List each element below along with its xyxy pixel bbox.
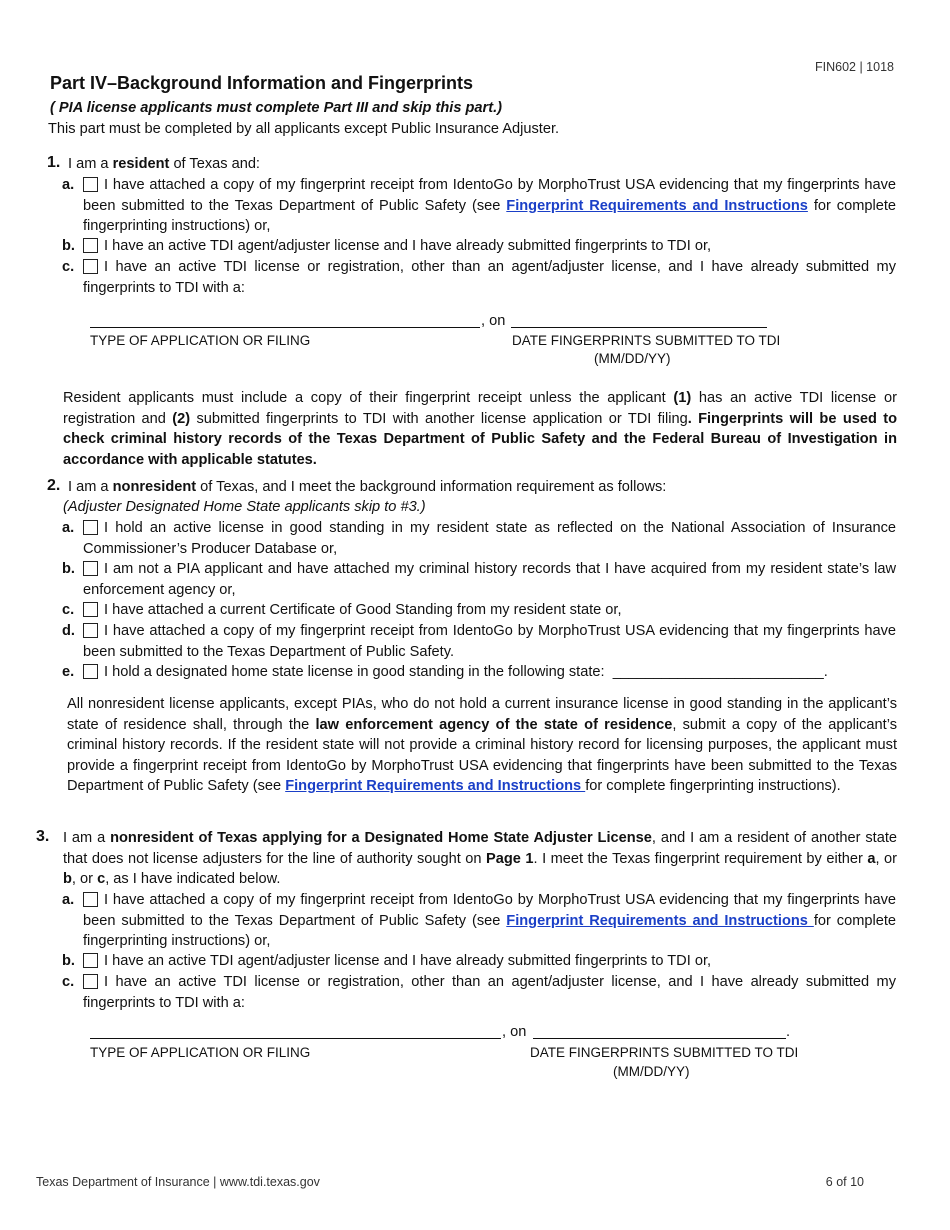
item-letter: c. — [62, 974, 75, 990]
s3-type-line[interactable] — [90, 1038, 501, 1039]
page-title: Part IV–Background Information and Fingerprints — [50, 73, 474, 93]
s1-type-line[interactable] — [90, 327, 480, 328]
s2-nonresident-note: All nonresident license applicants, except PIAs, who do not hold a current insurance license in good standing in the applicant’s state of residence shall, through the law enforcement agency of the state of residence, submit a copy of the applicant’s criminal history records. If the resident state will not provide a criminal history record for licensing purposes, the applicant must provide a fingerprint receipt from IdentoGo by MorphoTrust USA evidencing that fingerprints have been submitted to the Texas Department of Public Safety (see Fingerprint Requirements and Instructions for complete fingerprinting instructions). — [67, 696, 897, 794]
item-letter: a. — [62, 892, 75, 908]
s2-item-b: b. I am not a PIA applicant and have attached my criminal history records that I have acquired from my resident state’s law enforcement agency or, — [62, 561, 896, 598]
s1-item-c: c. I have an active TDI license or registration, other than an agent/adjuster license, and I have already submitted my fingerprints to TDI with a: — [62, 259, 896, 296]
item-letter: c. — [62, 259, 75, 275]
s3-date-line[interactable] — [533, 1038, 786, 1039]
s3-date-format: (MM/DD/YY) — [613, 1064, 690, 1079]
s3-item-b: b. I have an active TDI agent/adjuster license and I have already submitted fingerprints to TDI or, — [62, 951, 896, 972]
page-number: 6 of 10 — [825, 1174, 864, 1189]
item-letter: e. — [62, 664, 75, 680]
item-letter: c. — [62, 602, 75, 618]
item-letter: b. — [62, 953, 75, 969]
s1-type-label: TYPE OF APPLICATION OR FILING — [90, 333, 311, 348]
s3-a-checkbox[interactable] — [83, 892, 98, 907]
section-3-lead: I am a nonresident of Texas applying for a Designated Home State Adjuster License, and I am a resident of another state that does not license adjusters for the line of authority sought on Page 1. I meet the Texas fingerprint requirement by either a, or b, or c, as I have indicated below. — [63, 830, 897, 887]
footer-agency: Texas Department of Insurance | www.tdi.texas.gov — [36, 1174, 320, 1189]
s3-b-checkbox[interactable] — [83, 953, 98, 968]
s1-a-checkbox[interactable] — [83, 177, 98, 192]
s3-c-checkbox[interactable] — [83, 974, 98, 989]
s2-e-checkbox[interactable] — [83, 664, 98, 679]
s1-date-label: DATE FINGERPRINTS SUBMITTED TO TDI — [512, 333, 781, 348]
s3-item-a: a. I have attached a copy of my fingerprint receipt from IdentoGo by MorphoTrust USA evidencing that my fingerprints have been submitted to the Texas Department of Public Safety (see Fingerprint Requirements and Instructions for complete fingerprinting instructions) or, — [62, 892, 897, 949]
s1-date-format: (MM/DD/YY) — [594, 351, 671, 366]
item-letter: a. — [62, 520, 75, 536]
s1-on-text: , on — [481, 313, 506, 329]
section-2-lead: I am a nonresident of Texas, and I meet the background information requirement as follows: — [68, 479, 667, 495]
page-subtitle: ( PIA license applicants must complete Part III and skip this part.) — [50, 100, 502, 116]
s2-d-checkbox[interactable] — [83, 623, 98, 638]
s3-type-label: TYPE OF APPLICATION OR FILING — [90, 1045, 311, 1060]
s2-a-checkbox[interactable] — [83, 520, 98, 535]
s1-b-checkbox[interactable] — [83, 238, 98, 253]
section-2-skip-note: (Adjuster Designated Home State applicants skip to #3.) — [63, 499, 426, 515]
section-1-number: 1. — [47, 154, 61, 171]
form-id: FIN602 | 1018 — [815, 60, 894, 74]
section-3-number: 3. — [36, 828, 50, 845]
s3-item-c: c. I have an active TDI license or registration, other than an agent/adjuster license, and I have already submitted my fingerprints to TDI with a: — [62, 974, 896, 1011]
state-blank[interactable]: __________________________. — [612, 664, 828, 680]
fingerprint-requirements-link[interactable]: Fingerprint Requirements and Instructions — [506, 197, 808, 214]
s2-item-a: a. I hold an active license in good standing in my resident state as reflected on the National Association of Insurance Commissioner’s Producer Database or, — [62, 520, 896, 557]
s2-c-checkbox[interactable] — [83, 602, 98, 617]
s3-on-text: , on — [502, 1024, 527, 1040]
section-2-number: 2. — [47, 477, 61, 494]
fingerprint-requirements-link[interactable]: Fingerprint Requirements and Instructions — [506, 912, 814, 929]
s3-date-label: DATE FINGERPRINTS SUBMITTED TO TDI — [530, 1045, 799, 1060]
s2-b-checkbox[interactable] — [83, 561, 98, 576]
s1-item-a: a. I have attached a copy of my fingerprint receipt from IdentoGo by MorphoTrust USA evidencing that my fingerprints have been submitted to the Texas Department of Public Safety (see Fingerprint Requirements and Instructions for complete fingerprinting instructions) or, — [62, 177, 896, 234]
s1-date-line[interactable] — [511, 327, 767, 328]
s3-end-period: . — [786, 1024, 791, 1040]
s1-item-b: b. I have an active TDI agent/adjuster license and I have already submitted fingerprints to TDI or, — [62, 236, 896, 257]
s2-item-d: d. I have attached a copy of my fingerprint receipt from IdentoGo by MorphoTrust USA evidencing that my fingerprints have been submitted to the Texas Department of Public Safety. — [62, 623, 896, 660]
item-letter: b. — [62, 561, 75, 577]
s1-c-checkbox[interactable] — [83, 259, 98, 274]
s1-resident-note: Resident applicants must include a copy of their fingerprint receipt unless the applicant (1) has an active TDI license or registration and (2) submitted fingerprints to TDI with another license application or TDI filing. Fingerprints will be used to check criminal history records of the Texas Department of Public Safety and the Federal Bureau of Investigation in accordance with applicable statutes. — [63, 390, 897, 468]
item-letter: a. — [62, 177, 75, 193]
item-letter: b. — [62, 238, 75, 254]
section-1-lead: I am a resident of Texas and: — [68, 156, 260, 172]
s2-item-e: e. I hold a designated home state license in good standing in the following state: __________________________. — [62, 662, 896, 683]
item-letter: d. — [62, 623, 75, 639]
intro-text: This part must be completed by all applicants except Public Insurance Adjuster. — [48, 121, 560, 137]
s2-item-c: c. I have attached a current Certificate of Good Standing from my resident state or, — [62, 600, 896, 621]
fingerprint-requirements-link[interactable]: Fingerprint Requirements and Instructions — [285, 778, 586, 794]
